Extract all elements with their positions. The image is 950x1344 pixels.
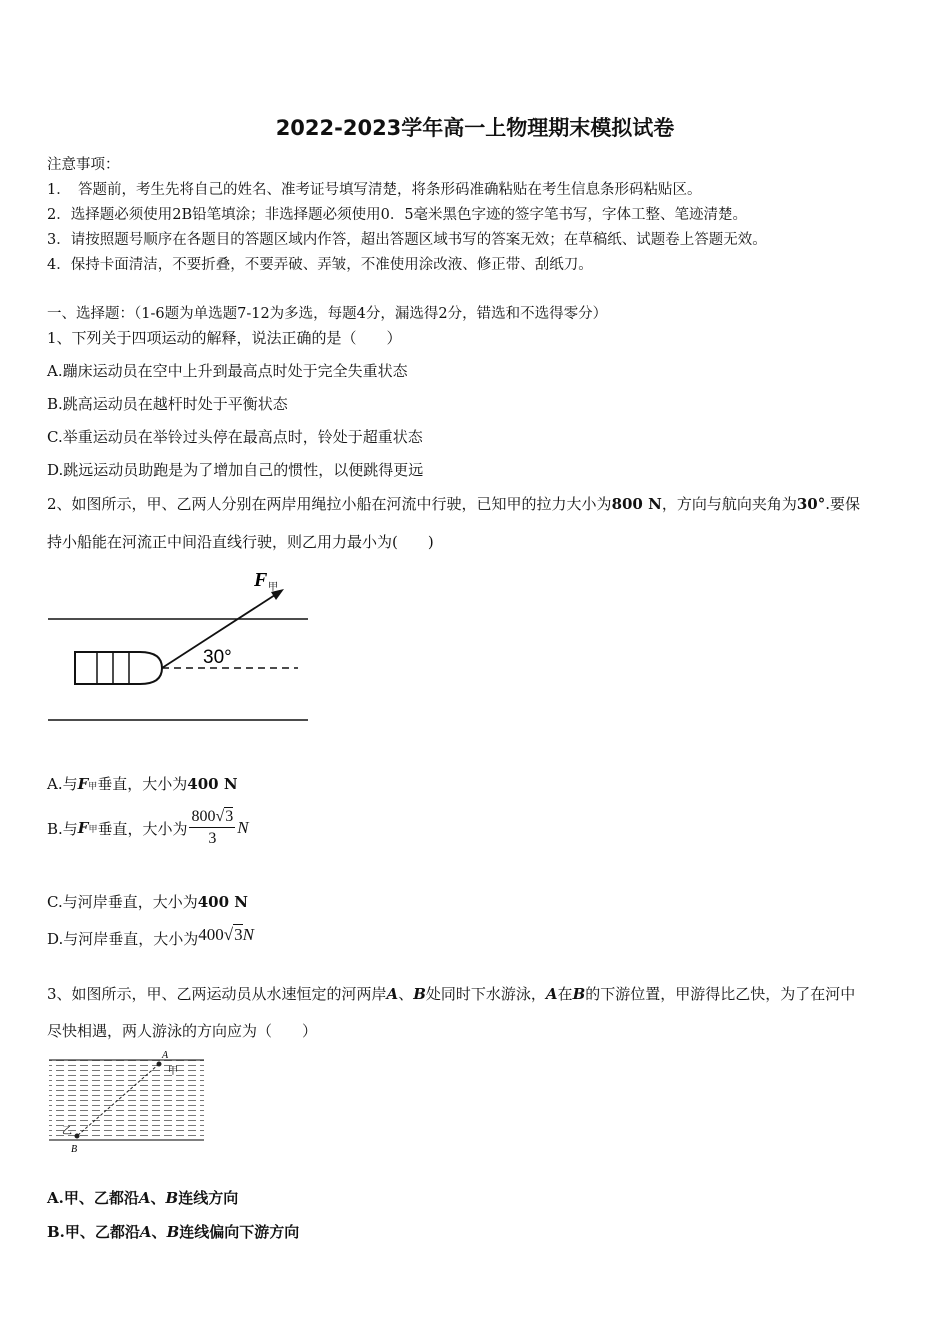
q3-stem-line2: 尽快相遇，两人游泳的方向应为（ ） bbox=[47, 1022, 318, 1040]
q3-a-suffix: 连线方向 bbox=[178, 1189, 239, 1207]
q2-stem-text-b: ，方向与航向夹角为 bbox=[661, 495, 797, 513]
boat-diagram bbox=[40, 566, 320, 726]
q2-stem-line2: 持小船能在河流正中间沿直线行驶，则乙用力最小为( ) bbox=[47, 533, 434, 551]
q2-d-coef: 400 bbox=[198, 925, 224, 944]
q2-b-radicand: 3 bbox=[225, 808, 234, 825]
angle-label: 30° bbox=[203, 647, 232, 668]
notice-heading: 注意事项： bbox=[47, 157, 120, 173]
q2-a-force: F bbox=[77, 775, 89, 793]
q2-b-prefix: B.与 bbox=[47, 819, 78, 838]
swimmer-a-icon bbox=[157, 1062, 162, 1067]
boat-icon bbox=[75, 652, 162, 684]
q2-a-mid: 垂直，大小为 bbox=[97, 775, 188, 793]
q3-option-b bbox=[47, 1221, 299, 1242]
q1-stem: 1、下列关于四项运动的解释，说法正确的是（ ） bbox=[47, 329, 402, 347]
force-subscript: 甲 bbox=[268, 582, 278, 593]
q3-a-prefix: A.甲、乙都沿 bbox=[47, 1189, 139, 1207]
q3-a-sep: 、 bbox=[150, 1189, 166, 1207]
q1-option-c: C.举重运动员在举铃过头停在最高点时，铃处于超重状态 bbox=[47, 428, 423, 446]
q1-option-d: D.跳远运动员助跑是为了增加自己的惯性，以便跳得更远 bbox=[47, 461, 424, 479]
q2-option-c bbox=[47, 891, 248, 912]
section-heading: 一、选择题：（1-6题为单选题7-12为多选，每题4分，漏选得2分，错选和不选得零分） bbox=[47, 306, 608, 322]
q3-stem-line1 bbox=[47, 983, 855, 1004]
q3-option-a bbox=[47, 1187, 238, 1208]
notice-item-2: 2．选择题必须使用2B铅笔填涂；非选择题必须使用0．5毫米黑色字迹的签字笔书写，字体工整、笔迹清楚。 bbox=[47, 207, 748, 223]
q3-point-b-2: B bbox=[572, 985, 586, 1003]
q3-a-point-a: A bbox=[138, 1189, 151, 1207]
q2-d-prefix: D.与河岸垂直，大小为 bbox=[47, 930, 199, 948]
q2-b-mid: 垂直，大小为 bbox=[97, 819, 188, 838]
swimmer-b-icon bbox=[75, 1134, 80, 1139]
q2-b-unit: N bbox=[237, 818, 249, 837]
force-symbol: F bbox=[254, 569, 268, 591]
q3-b-point-a: A bbox=[139, 1223, 152, 1241]
q2-a-value: 400 N bbox=[187, 775, 238, 793]
q1-option-a: A.蹦床运动员在空中上升到最高点时处于完全失重状态 bbox=[47, 362, 408, 380]
q3-stem-text-a: 3、如图所示，甲、乙两运动员从水速恒定的河两岸 bbox=[47, 985, 387, 1003]
q2-d-unit: N bbox=[242, 925, 254, 944]
label-a: A bbox=[162, 1050, 169, 1061]
page-title: 2022-2023学年高一上物理期末模拟试卷 bbox=[275, 116, 675, 140]
river-water bbox=[49, 1060, 204, 1140]
q1-option-b: B.跳高运动员在越杆时处于平衡状态 bbox=[47, 395, 288, 413]
notice-item-1: 1． 答题前，考生先将自己的姓名、准考证号填写清楚，将条形码准确粘贴在考生信息条形码粘贴区。 bbox=[47, 182, 702, 198]
q2-a-sub: 甲 bbox=[88, 782, 98, 792]
q2-stem-text-c: .要保 bbox=[825, 495, 860, 513]
q3-stem-text-d: 的下游位置，甲游得比乙快，为了在河中 bbox=[585, 985, 856, 1003]
q3-a-point-b: B bbox=[165, 1189, 179, 1207]
q2-c-value: 400 N bbox=[197, 893, 248, 911]
q3-b-prefix: B.甲、乙都沿 bbox=[47, 1223, 140, 1241]
notice-item-4: 4．保持卡面清洁，不要折叠，不要弄破、弄皱，不准使用涂改液、修正带、刮纸刀。 bbox=[47, 257, 593, 273]
label-yi: 乙 bbox=[62, 1126, 72, 1137]
q2-b-fraction: $\frac{800√3}{3}$ bbox=[191, 808, 234, 847]
q2-angle-value: 30° bbox=[796, 495, 826, 513]
label-jia: 甲 bbox=[168, 1066, 178, 1077]
q3-b-point-b: B bbox=[166, 1223, 180, 1241]
q3-stem-text-c: 在 bbox=[557, 985, 573, 1003]
q2-option-b bbox=[47, 808, 249, 848]
q2-d-radicand: 3 bbox=[234, 925, 243, 944]
q3-sep: 、 bbox=[398, 985, 414, 1003]
q2-force-value: 800 N bbox=[611, 495, 662, 513]
label-b: B bbox=[71, 1144, 78, 1155]
q2-stem-text-a: 2、如图所示，甲、乙两人分别在两岸用绳拉小船在河流中行驶，已知甲的拉力大小为 bbox=[47, 495, 612, 513]
q2-option-a bbox=[47, 773, 238, 794]
q3-b-suffix: 连线偏向下游方向 bbox=[179, 1223, 300, 1241]
q2-b-sub: 甲 bbox=[88, 824, 98, 835]
q2-c-prefix: C.与河岸垂直，大小为 bbox=[47, 893, 198, 911]
q3-b-sep: 、 bbox=[151, 1223, 167, 1241]
notice-item-3: 3．请按照题号顺序在各题目的答题区域内作答，超出答题区域书写的答案无效；在草稿纸、试题卷上答题无效。 bbox=[47, 232, 767, 248]
q3-point-a: A bbox=[386, 985, 399, 1003]
q3-point-a-2: A bbox=[545, 985, 558, 1003]
q2-b-denominator: 3 bbox=[208, 830, 217, 847]
q2-b-numerator: 800 bbox=[191, 808, 216, 825]
q2-stem-line1 bbox=[47, 493, 860, 514]
q2-option-d: D.与河岸垂直，大小为400√3N bbox=[47, 925, 254, 948]
q2-a-prefix: A.与 bbox=[47, 775, 78, 793]
q3-point-b: B bbox=[413, 985, 426, 1003]
q3-stem-text-b: 处同时下水游泳， bbox=[425, 985, 546, 1003]
river-diagram bbox=[44, 1048, 209, 1158]
q2-b-force: F bbox=[77, 819, 89, 837]
